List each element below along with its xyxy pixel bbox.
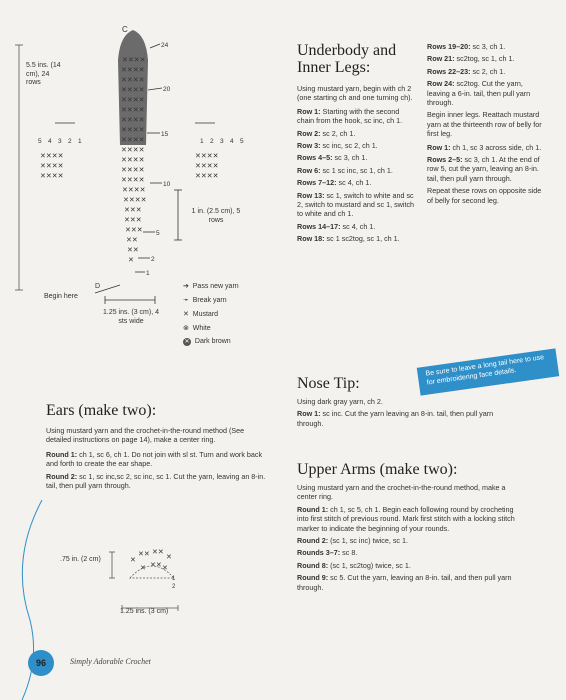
svg-text:✕✕: ✕✕ (150, 562, 162, 569)
underbody-rows (297, 107, 415, 244)
svg-text:✕✕✕: ✕✕✕ (124, 207, 142, 214)
svg-text:1: 1 (200, 138, 204, 145)
arms-section (297, 461, 522, 595)
list-item: Rows 22–23: sc 2, ch 1. (427, 66, 506, 76)
svg-text:5: 5 (38, 138, 42, 145)
list-item: Rows 7–12: sc 4, ch 1. (297, 178, 372, 188)
legend-item-mustard: ✕ Mustard (183, 311, 219, 318)
legend-item-break-yarn: ➛ Break yarn (183, 297, 227, 304)
list-item: Round 2: (sc 1, sc inc) twice, sc 1. (297, 536, 409, 546)
filled-circled-x-icon: ✕ (184, 339, 190, 345)
tip-note: Be sure to leave a long tail here to use for embroidering face details. (417, 348, 560, 395)
x-stitch-icon: ✕ (183, 311, 189, 318)
list-item: Row 1: ch 1, sc 3 across side, ch 1. (427, 142, 542, 152)
list-item: Round 1: ch 1, sc 6, ch 1. Do not join with sl st. Turn and work back and forth to create the ear shape. (46, 449, 263, 469)
list-item: Round 2: sc 1, sc inc,sc 2, sc inc, sc 1. Cut the yarn, leaving an 8-in. tail, then pull yarn through. (46, 471, 266, 491)
svg-text:✕✕✕✕: ✕✕✕✕ (121, 147, 145, 154)
svg-text:✕✕✕✕: ✕✕✕✕ (122, 57, 146, 64)
row-label-10: 10 (163, 181, 171, 188)
arrow-tail-icon: ➛ (183, 297, 189, 304)
ear-height-label: .75 in. (2 cm) (60, 556, 101, 563)
nose-title: Nose Tip: (297, 375, 360, 392)
svg-text:✕✕✕✕: ✕✕✕✕ (121, 77, 145, 84)
svg-text:2: 2 (68, 138, 72, 145)
svg-text:✕: ✕ (166, 554, 172, 561)
body-height-label: 5.5 ins. (14 cm), 24 rows (26, 62, 61, 86)
svg-text:✕✕✕✕: ✕✕✕✕ (121, 167, 145, 174)
svg-text:✕✕✕✕: ✕✕✕✕ (121, 67, 145, 74)
svg-text:✕✕✕✕: ✕✕✕✕ (195, 163, 219, 170)
list-item: Row 2: sc 2, ch 1. (297, 128, 356, 138)
svg-text:3: 3 (220, 138, 224, 145)
list-item: Row 6: sc 1 sc inc, sc 1, ch 1. (297, 165, 393, 175)
svg-text:✕✕✕: ✕✕✕ (124, 217, 142, 224)
row-label-20: 20 (163, 86, 171, 93)
legend-item-pass-yarn: ➔ Pass new yarn (183, 283, 239, 290)
ears-title: Ears (make two): (46, 402, 157, 419)
svg-text:✕✕✕✕: ✕✕✕✕ (40, 163, 64, 170)
nose-section (297, 375, 545, 431)
chart-legend (183, 282, 283, 346)
svg-text:5: 5 (240, 138, 244, 145)
arrow-right-icon: ➔ (183, 283, 189, 290)
nose-intro: Using dark gray yarn, ch 2. (297, 397, 383, 406)
underbody-title: Underbody and Inner Legs: (297, 42, 397, 76)
svg-text:4: 4 (48, 138, 52, 145)
svg-text:✕✕✕✕: ✕✕✕✕ (121, 157, 145, 164)
svg-text:✕✕✕✕: ✕✕✕✕ (121, 127, 145, 134)
page-number-badge: 96 (28, 650, 54, 676)
repeat-note: Repeat these rows on opposite side of belly for second leg. (427, 186, 542, 205)
svg-text:✕: ✕ (140, 565, 146, 572)
list-item: Rows 4–5: sc 3, ch 1. (297, 153, 368, 163)
svg-text:✕✕✕✕: ✕✕✕✕ (123, 197, 147, 204)
list-item: Row 18: sc 1 sc2tog, sc 1, ch 1. (297, 234, 400, 244)
list-item: Round 1: ch 1, sc 5, ch 1. Begin each following round by crocheting into first stitch of previous round. Mark first stitch with a locking stitch marker to indicate the beginning of your rounds. (297, 504, 515, 533)
row-label-24: 24 (161, 42, 169, 49)
list-item: Rows 19–20: sc 3, ch 1. (427, 42, 506, 51)
rows-continued (427, 42, 545, 205)
list-item: Rows 14–17: sc 4, ch 1. (297, 221, 376, 231)
underbody-section (297, 42, 415, 247)
width-label: 1.25 ins. (3 cm), 4 sts wide (102, 309, 160, 325)
svg-text:✕✕: ✕✕ (126, 237, 138, 244)
svg-text:✕✕✕✕: ✕✕✕✕ (195, 153, 219, 160)
row-label-15: 15 (161, 131, 169, 138)
list-item: Round 9: sc 5. Cut the yarn, leaving an 8-in. tail, and then pull yarn through. (297, 573, 512, 592)
list-item: Row 21: sc2tog, sc 1, ch 1. (427, 54, 515, 64)
list-item: Rounds 3–7: sc 8. (297, 548, 358, 558)
list-item: Row 13: sc 1, switch to white and sc 2, switch to mustard and sc 1, switch to white and ch 1. (297, 190, 415, 219)
list-item: Row 24: sc2tog. Cut the yarn, leaving a 6-in. tail, then pull yarn through. (427, 79, 531, 108)
svg-text:✕✕✕✕: ✕✕✕✕ (121, 137, 145, 144)
segment-label: 1 in. (2.5 cm), 5 rows (191, 208, 241, 224)
ear-width-label: 1.25 ins. (3 cm) (120, 608, 169, 615)
svg-text:✕✕: ✕✕ (138, 551, 150, 558)
svg-text:✕: ✕ (130, 557, 136, 564)
chain-letter: C (122, 25, 128, 34)
svg-text:✕✕✕✕: ✕✕✕✕ (195, 173, 219, 180)
svg-text:1: 1 (78, 138, 82, 145)
book-title: Simply Adorable Crochet (70, 657, 151, 666)
circled-x-icon: ⊗ (183, 325, 189, 332)
svg-text:✕: ✕ (128, 257, 134, 264)
ears-section (46, 402, 271, 493)
list-item: Rows 2–5: sc 3, ch 1. At the end of row 5, cut the yarn, leaving an 8-in. tail, then pull yarn through. (427, 155, 540, 183)
svg-text:✕✕✕✕: ✕✕✕✕ (121, 177, 145, 184)
list-item: Row 1: sc inc. Cut the yarn leaving an 8-in. tail, then pull yarn through. (297, 409, 494, 428)
legend-item-white: ⊗ White (183, 325, 211, 332)
row-label-5: 5 (156, 230, 160, 237)
arms-title: Upper Arms (make two): (297, 461, 458, 478)
svg-text:2: 2 (210, 138, 214, 145)
begin-here-label: Begin here (44, 293, 78, 300)
svg-text:1: 1 (172, 576, 176, 582)
svg-text:3: 3 (58, 138, 62, 145)
row-label-1: 1 (146, 270, 150, 277)
d-letter: D (95, 283, 101, 290)
arms-intro: Using mustard yarn and the crochet-in-the-round method, make a center ring. (297, 483, 506, 502)
svg-text:✕✕✕✕: ✕✕✕✕ (121, 107, 145, 114)
svg-text:✕✕✕: ✕✕✕ (125, 227, 143, 234)
svg-text:✕: ✕ (162, 565, 168, 572)
ears-intro: Using mustard yarn and the crochet-in-the-round method (See detailed instructions on page 14), make a center ring. (46, 426, 245, 445)
svg-text:✕✕✕✕: ✕✕✕✕ (40, 153, 64, 160)
svg-text:✕✕✕✕: ✕✕✕✕ (121, 117, 145, 124)
list-item: Round 8: (sc 1, sc2tog) twice, sc 1. (297, 560, 411, 570)
list-item: Row 1: Starting with the second chain from the hook, sc inc, ch 1. (297, 106, 403, 126)
underbody-intro: Using mustard yarn, begin with ch 2 (one starting ch and one turning ch). (297, 84, 413, 103)
svg-text:4: 4 (230, 138, 234, 145)
svg-text:2: 2 (172, 584, 176, 590)
inner-legs-intro: Begin inner legs. Reattach mustard yarn at the thirteenth row of belly for first leg. (427, 110, 542, 139)
svg-text:✕✕: ✕✕ (127, 247, 139, 254)
svg-text:✕✕: ✕✕ (152, 549, 164, 556)
svg-text:✕✕✕✕: ✕✕✕✕ (121, 97, 145, 104)
row-label-2: 2 (151, 256, 155, 263)
list-item: Row 3: sc inc, sc 2, ch 1. (297, 141, 378, 151)
legend-item-dark-brown: ✕ Dark brown (184, 338, 231, 345)
svg-text:✕✕✕✕: ✕✕✕✕ (40, 173, 64, 180)
svg-text:✕✕✕✕: ✕✕✕✕ (122, 187, 146, 194)
svg-text:✕✕✕✕: ✕✕✕✕ (121, 87, 145, 94)
